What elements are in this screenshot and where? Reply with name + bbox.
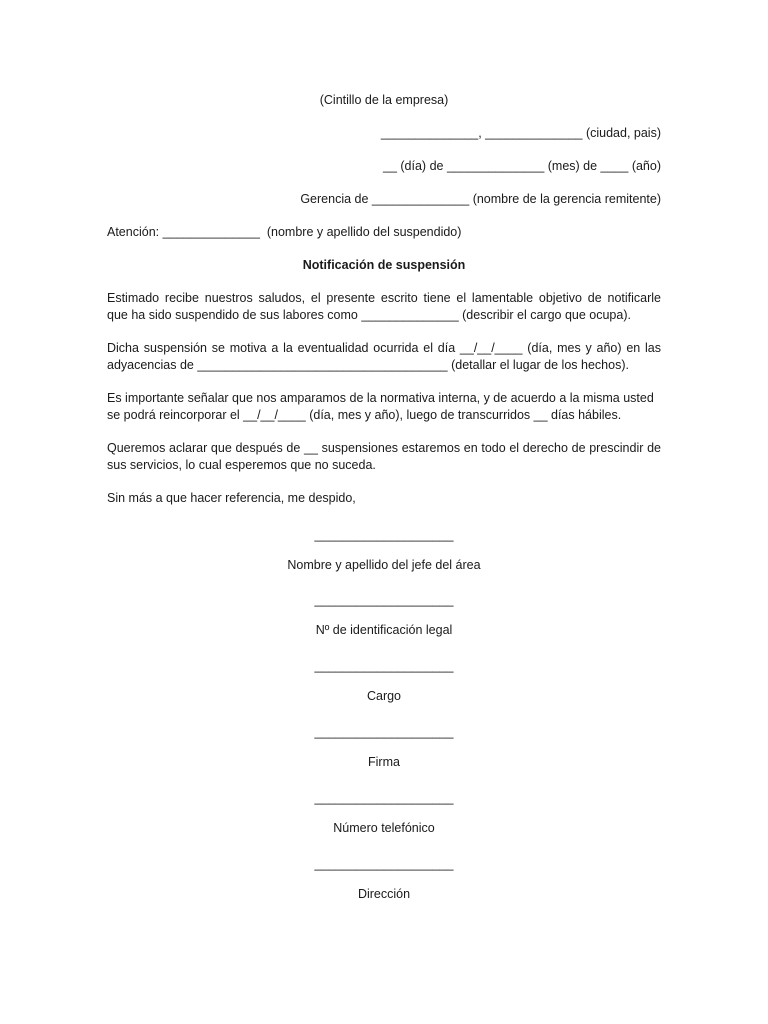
signature-blank: ____________________ bbox=[314, 791, 454, 805]
signature-blank: ____________________ bbox=[314, 725, 454, 739]
paragraph-line: se podrá reincorporar el __/__/____ (día, mes y año), luego de transcurridos __ días hábiles. bbox=[107, 408, 622, 422]
signature-blank: ____________________ bbox=[314, 528, 454, 542]
signature-label-id: Nº de identificación legal bbox=[315, 623, 453, 637]
closing-line: Sin más a que hacer referencia, me despido, bbox=[107, 491, 356, 505]
paragraph-line: que ha sido suspendido de sus labores como ______________ (describir el cargo que ocupa). bbox=[107, 308, 631, 322]
subject-heading: Notificación de suspensión bbox=[302, 258, 466, 272]
paragraph-line: Queremos aclarar que después de __ suspensiones estaremos en todo el derecho de prescindir de bbox=[107, 441, 661, 455]
signature-blank: ____________________ bbox=[314, 857, 454, 871]
attention-line: Atención: ______________ (nombre y apellido del suspendido) bbox=[107, 225, 462, 239]
management-line: Gerencia de ______________ (nombre de la gerencia remitente) bbox=[300, 192, 661, 206]
paragraph-line: adyacencias de ____________________________________ (detallar el lugar de los hechos). bbox=[107, 358, 629, 372]
signature-blank: ____________________ bbox=[314, 659, 454, 673]
signature-blank: ____________________ bbox=[314, 593, 454, 607]
signature-label-phone: Número telefónico bbox=[333, 821, 435, 835]
paragraph-line: sus servicios, lo cual esperemos que no suceda. bbox=[107, 458, 376, 472]
paragraph-1 bbox=[107, 290, 661, 324]
signature-label-address: Dirección bbox=[357, 887, 411, 901]
paragraph-line: Estimado recibe nuestros saludos, el presente escrito tiene el lamentable objetivo de notificarle bbox=[107, 291, 661, 305]
letterhead: (Cintillo de la empresa) bbox=[319, 93, 449, 107]
date-line: __ (día) de ______________ (mes) de ____ (año) bbox=[383, 159, 661, 173]
paragraph-3 bbox=[107, 390, 661, 424]
paragraph-line: Dicha suspensión se motiva a la eventualidad ocurrida el día __/__/____ (día, mes y año) en las bbox=[107, 341, 661, 355]
signature-label-signature: Firma bbox=[368, 755, 400, 769]
paragraph-line: Es importante señalar que nos amparamos de la normativa interna, y de acuerdo a la misma usted bbox=[107, 391, 654, 405]
signature-label-position: Cargo bbox=[366, 689, 402, 703]
place-line: ______________, ______________ (ciudad, pais) bbox=[380, 126, 661, 140]
paragraph-4 bbox=[107, 440, 661, 474]
paragraph-2 bbox=[107, 340, 661, 374]
signature-label-name: Nombre y apellido del jefe del área bbox=[287, 558, 481, 572]
